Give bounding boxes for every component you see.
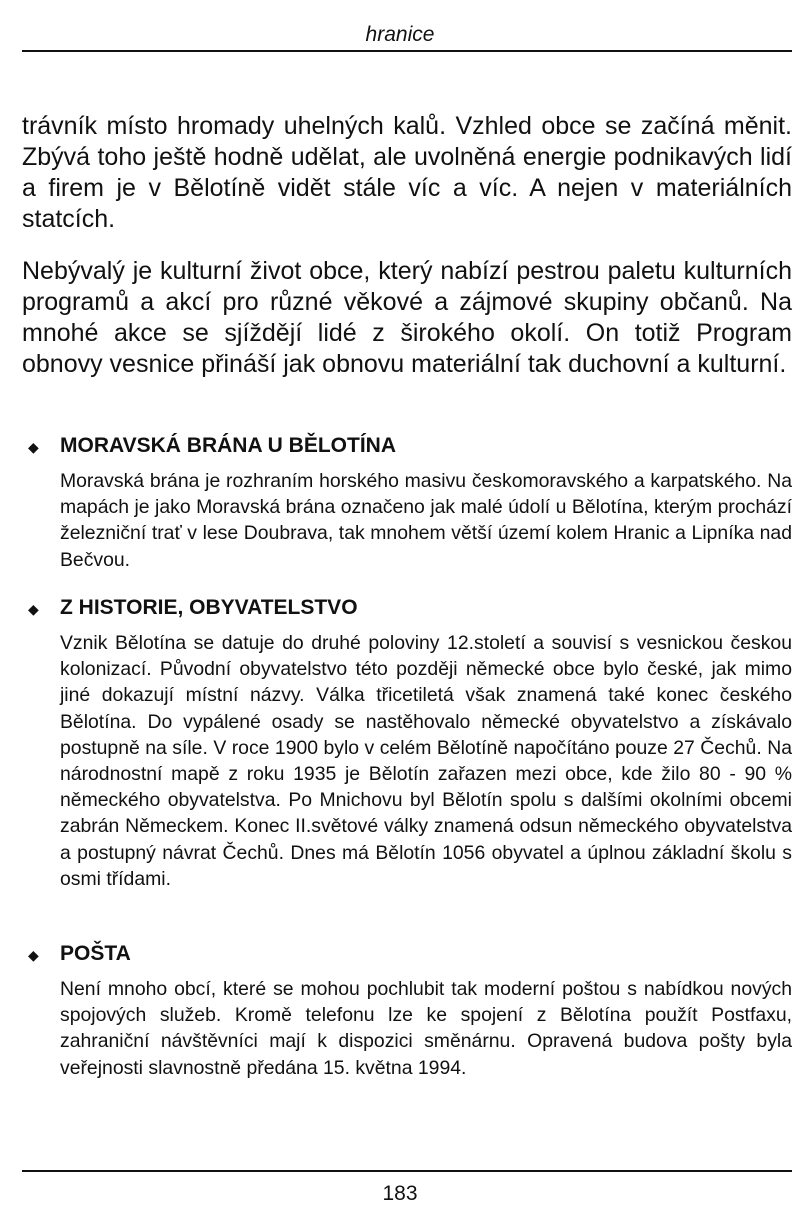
header-title: hranice	[365, 23, 435, 46]
section-heading: POŠTA	[60, 942, 131, 965]
intro-paragraph-2: Nebývalý je kulturní život obce, který nabízí pestrou paletu kulturních programů a akcí pro různé věkové a zájmové skupiny občanů. Na mnohé akce se sjíždějí lidé z širokého okolí. On totiž Program obnovy vesnice přináší jak obnovu materiální tak duchovní a kulturní.	[22, 257, 792, 378]
section-head	[22, 594, 792, 624]
section-head	[22, 940, 792, 970]
footer-rule	[22, 1170, 792, 1172]
diamond-bullet-icon: ◆	[28, 947, 39, 963]
section-head	[22, 432, 792, 462]
diamond-bullet-icon: ◆	[28, 601, 39, 617]
intro-paragraph-1: trávník místo hromady uhelných kalů. Vzhled obce se začíná měnit. Zbývá toho ještě hodně udělat, ale uvolněná energie podnikavých lidí a firem je v Bělotíně vidět stále víc a víc. A nejen v materiálních statcích.	[22, 112, 792, 233]
section-body: Vznik Bělotína se datuje do druhé poloviny 12.století a souvisí s vesnickou českou kolonizací. Původní obyvatelstvo této později německé obce bylo české, jak mimo jiné dokazují místní názvy. Válka třicetiletá však znamená také konec českého Bělotína. Do vypálené osady se nastěhovalo německé obyvatelstvo a získávalo postupně na síle. V roce 1900 bylo v celém Bělotíně napočítáno pouze 27 Čechů. Na národnostní mapě z roku 1935 je Bělotín zařazen mezi obce, kde žilo 80 - 90 % německého obyvatelstva. Po Mnichovu byl Bělotín spolu s dalšími okolními obcemi zabrán Německem. Konec II.světové války znamená odsun německého obyvatelstva a postupný návrat Čechů. Dnes má Bělotín 1056 obyvatel a úplnou základní školu s osmi třídami.	[60, 632, 792, 890]
section-moravska-brana	[22, 432, 792, 573]
section-heading: MORAVSKÁ BRÁNA U BĚLOTÍNA	[60, 434, 396, 457]
section-posta	[22, 940, 792, 1081]
diamond-bullet-icon: ◆	[28, 439, 39, 455]
header-rule	[22, 50, 792, 52]
section-body: Není mnoho obcí, které se mohou pochlubit tak moderní poštou s nabídkou nových spojových služeb. Kromě telefonu lze ke spojení z Bělotína použít Postfaxu, zahraniční návštěvníci mají k dispozici směnárnu. Opravená budova pošty byla veřejnosti slavnostně předána 15. května 1994.	[60, 978, 792, 1079]
page-number: 183	[382, 1182, 418, 1205]
section-historie	[22, 594, 792, 892]
section-body: Moravská brána je rozhraním horského masivu českomoravského a karpatského. Na mapách je jako Moravská brána označeno jak malé údolí u Bělotína, kterým prochází železniční trať v lese Doubrava, tak mnohem větší území kolem Hranic a Lipníka nad Bečvou.	[60, 470, 792, 571]
section-heading: Z HISTORIE, OBYVATELSTVO	[60, 596, 358, 619]
